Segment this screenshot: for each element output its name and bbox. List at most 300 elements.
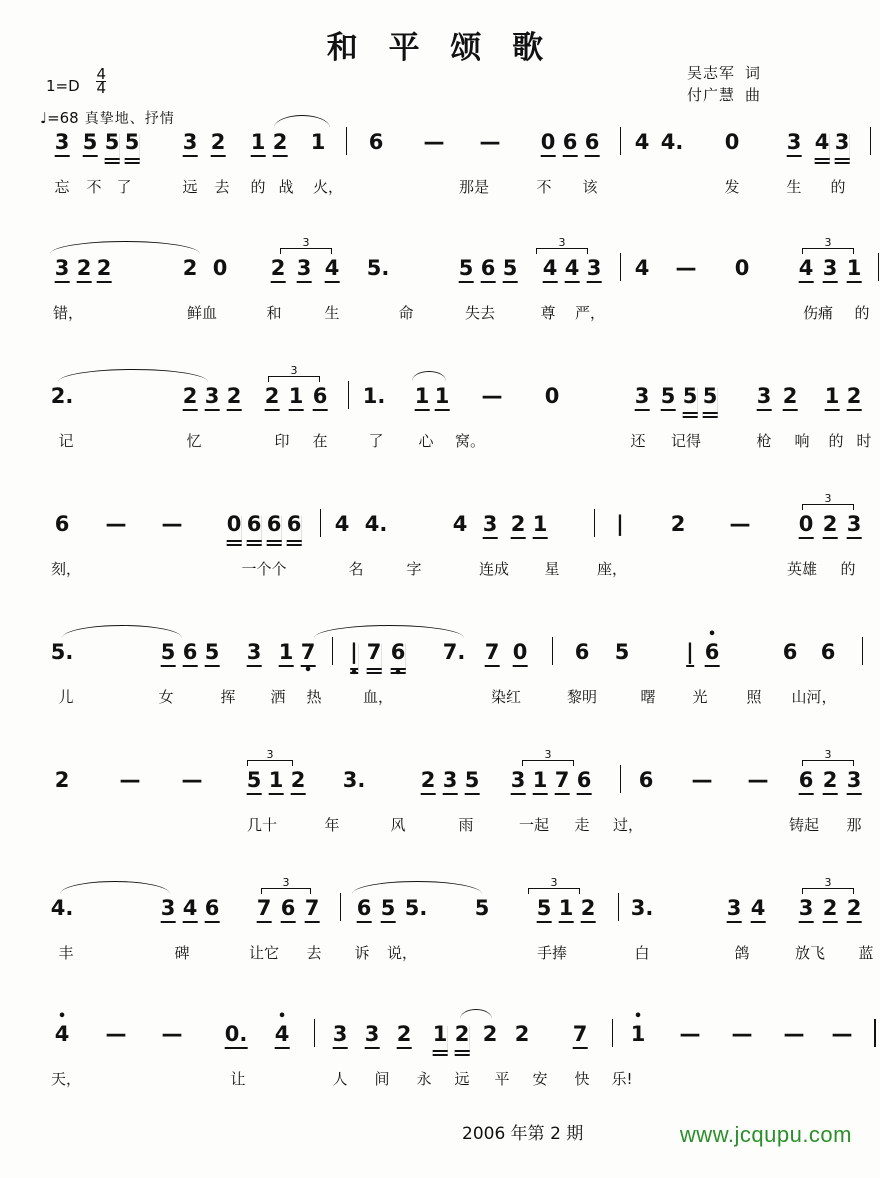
music-system-1 bbox=[42, 130, 850, 254]
tuplet-bracket bbox=[522, 748, 574, 766]
note: | bbox=[616, 512, 624, 536]
lyric-syllable: 不 bbox=[536, 178, 552, 196]
note: 3 bbox=[443, 768, 458, 795]
lyric-syllable: 火， bbox=[312, 178, 344, 196]
note: 3 bbox=[247, 640, 262, 667]
lyric-syllable: 在 bbox=[312, 432, 328, 450]
note: 3 bbox=[297, 256, 312, 283]
lyric-syllable: 去 bbox=[214, 178, 230, 196]
music-system-4 bbox=[42, 492, 862, 636]
tuplet-bracket bbox=[536, 236, 588, 254]
note: | bbox=[686, 640, 694, 667]
note: 1 bbox=[279, 640, 294, 667]
lyric-syllable: 名 bbox=[348, 560, 364, 578]
lyric-syllable: 窝。 bbox=[454, 432, 486, 450]
lyric-syllable: 战 bbox=[278, 178, 294, 196]
barline bbox=[620, 253, 621, 281]
lyric-syllable: 心 bbox=[418, 432, 434, 450]
note: 2 bbox=[265, 384, 280, 411]
note: 2 bbox=[291, 768, 306, 795]
note: 4 bbox=[334, 512, 350, 536]
note: 0. bbox=[225, 1022, 248, 1049]
note: • 4 bbox=[55, 1022, 70, 1046]
barline bbox=[340, 893, 341, 921]
note: 1 bbox=[433, 1022, 448, 1052]
note: 6 bbox=[585, 130, 600, 157]
note: 2 bbox=[97, 256, 112, 283]
note: 5 bbox=[474, 896, 490, 920]
note: 3 bbox=[587, 256, 602, 283]
expression-marking: 真挚地、抒情 bbox=[84, 111, 175, 127]
lyric-syllable: 快 bbox=[574, 1070, 590, 1088]
note: 6 bbox=[183, 640, 198, 667]
note: 2 bbox=[227, 384, 242, 411]
note: 5 bbox=[459, 256, 474, 283]
note: 3 bbox=[55, 130, 70, 157]
note: 2 bbox=[847, 384, 862, 411]
lyric-syllable: 一起 bbox=[518, 816, 550, 834]
note: 1 bbox=[269, 768, 284, 795]
lyric-syllable: 让 bbox=[230, 1070, 246, 1088]
note: 5 bbox=[381, 896, 396, 923]
lyric-syllable: 一个个 bbox=[241, 560, 287, 578]
note: 3 bbox=[161, 896, 176, 923]
lyric-syllable: 去 bbox=[306, 944, 322, 962]
note: 1. bbox=[362, 384, 386, 408]
lyrics-row-7 bbox=[42, 942, 874, 972]
note: 2 bbox=[847, 896, 862, 923]
lyric-syllable: 忘 bbox=[54, 178, 70, 196]
lyric-syllable: 的 bbox=[250, 178, 266, 196]
note: 5 bbox=[247, 768, 262, 795]
lyric-syllable: 远 bbox=[182, 178, 198, 196]
note: 6 bbox=[313, 384, 328, 411]
lyric-syllable: 过， bbox=[612, 816, 644, 834]
note: 0 bbox=[724, 130, 740, 154]
note: 1 bbox=[289, 384, 304, 411]
lyric-syllable: 刻， bbox=[50, 560, 82, 578]
tuplet-number: 3 bbox=[282, 876, 290, 889]
tempo-expression-line bbox=[40, 108, 175, 128]
tuplet-number: 3 bbox=[558, 236, 566, 249]
note: 0 bbox=[212, 256, 228, 280]
lyric-syllable: 的 bbox=[840, 560, 856, 578]
lyric-syllable: 手捧 bbox=[536, 944, 568, 962]
page-title: 和 平 颂 歌 bbox=[326, 30, 554, 66]
tuplet-bracket bbox=[802, 876, 854, 894]
note: 4 bbox=[634, 256, 650, 280]
lyrics-row-2 bbox=[42, 302, 870, 332]
note: 6 bbox=[577, 768, 592, 795]
lyrics-row-3 bbox=[42, 430, 872, 460]
lyric-syllable: 铸起 bbox=[788, 816, 820, 834]
lyric-syllable: 记 bbox=[58, 432, 74, 450]
note: 1 bbox=[310, 130, 326, 154]
lyric-syllable: 黎明 bbox=[566, 688, 598, 706]
note: 2 bbox=[823, 896, 838, 923]
lyric-syllable: 生 bbox=[786, 178, 802, 196]
key-meter-block bbox=[46, 65, 106, 97]
note: 3 bbox=[787, 130, 802, 157]
tuplet-bracket bbox=[261, 876, 311, 894]
tuplet-bracket bbox=[247, 748, 293, 766]
note: 3. bbox=[342, 768, 366, 792]
lyric-syllable: 说， bbox=[386, 944, 418, 962]
lyric-syllable: 了 bbox=[116, 178, 132, 196]
lyric-syllable: 染红 bbox=[490, 688, 522, 706]
lyric-syllable: 放飞 bbox=[794, 944, 826, 962]
meter-denominator: 4 bbox=[96, 79, 106, 97]
note: 6 bbox=[782, 640, 798, 664]
note: — bbox=[675, 256, 697, 280]
note: 6 bbox=[287, 512, 302, 542]
note: 5 bbox=[661, 384, 676, 411]
note: 6 bbox=[267, 512, 282, 542]
note: 1 bbox=[251, 130, 266, 157]
note: — bbox=[831, 1022, 853, 1046]
note: 3 bbox=[727, 896, 742, 923]
notation-row-2 bbox=[42, 236, 862, 302]
lyric-syllable: 蓝 bbox=[858, 944, 874, 962]
note: — bbox=[423, 130, 445, 154]
note: 4. bbox=[660, 130, 684, 154]
lyricist-name: 吴志军 bbox=[686, 64, 735, 82]
tuplet-bracket bbox=[268, 364, 320, 382]
note: 2 bbox=[823, 512, 838, 539]
note: 3 bbox=[511, 768, 526, 795]
note: 5 bbox=[161, 640, 176, 667]
lyric-syllable: 伤痛 bbox=[802, 304, 834, 322]
note: 4 bbox=[751, 896, 766, 923]
barline bbox=[552, 637, 553, 665]
note: 3 bbox=[483, 512, 498, 539]
lyric-syllable: 热 bbox=[306, 688, 322, 706]
note: 1 bbox=[415, 384, 430, 411]
lyric-syllable: 年 bbox=[324, 816, 340, 834]
note: 1 bbox=[559, 896, 574, 923]
note: 5 bbox=[614, 640, 630, 664]
note: 2 bbox=[482, 1022, 498, 1046]
note: — bbox=[161, 1022, 183, 1046]
lyric-syllable: 和 bbox=[266, 304, 282, 322]
note: — bbox=[747, 768, 769, 792]
lyric-syllable: 风 bbox=[390, 816, 406, 834]
note: 4 bbox=[634, 130, 650, 154]
lyric-syllable: 血， bbox=[362, 688, 394, 706]
note: 1 bbox=[533, 512, 548, 539]
lyric-syllable: 山河， bbox=[791, 688, 837, 706]
note: 7 bbox=[305, 896, 320, 923]
note: 5 bbox=[537, 896, 552, 923]
barline bbox=[314, 1019, 315, 1047]
lyric-syllable: 洒 bbox=[270, 688, 286, 706]
note: 7 bbox=[573, 1022, 588, 1049]
lyric-syllable: 女 bbox=[158, 688, 174, 706]
note: 5. bbox=[404, 896, 428, 920]
lyric-syllable: 发 bbox=[724, 178, 740, 196]
lyric-syllable: 雨 bbox=[458, 816, 474, 834]
note: 4 bbox=[543, 256, 558, 283]
tuplet-bracket bbox=[280, 236, 332, 254]
barline bbox=[320, 509, 321, 537]
tempo-marking: ♩=68 bbox=[40, 109, 79, 127]
note: 5 bbox=[683, 384, 698, 414]
slur-mark bbox=[274, 115, 330, 128]
note: • 1 bbox=[631, 1022, 646, 1046]
tuplet-number: 3 bbox=[550, 876, 558, 889]
credits-block bbox=[687, 62, 760, 106]
note: 6 bbox=[799, 768, 814, 795]
barline bbox=[620, 765, 621, 793]
composer-name: 付广慧 bbox=[686, 86, 735, 104]
barline bbox=[620, 127, 621, 155]
note: 3 bbox=[55, 256, 70, 283]
note: 2 bbox=[823, 768, 838, 795]
final-barline bbox=[874, 1019, 880, 1047]
barline bbox=[594, 509, 595, 537]
lyric-syllable: 曙 bbox=[640, 688, 656, 706]
note: 2 bbox=[514, 1022, 530, 1046]
note: 2 bbox=[421, 768, 436, 795]
lyric-syllable: 还 bbox=[630, 432, 646, 450]
lyric-syllable: 鸽 bbox=[734, 944, 750, 962]
note: — bbox=[691, 768, 713, 792]
lyric-syllable: 碑 bbox=[174, 944, 190, 962]
note: 7 bbox=[367, 640, 382, 670]
note: • 4 bbox=[275, 1022, 290, 1049]
note: 3 bbox=[635, 384, 650, 411]
note: 5 bbox=[105, 130, 120, 160]
lyric-syllable: 记得 bbox=[670, 432, 702, 450]
lyric-syllable: 天， bbox=[50, 1070, 82, 1088]
note: — bbox=[181, 768, 203, 792]
meter-numerator: 4 bbox=[96, 65, 106, 83]
note: — bbox=[161, 512, 183, 536]
note: — bbox=[479, 130, 501, 154]
note: 7. bbox=[442, 640, 466, 664]
note: — bbox=[105, 1022, 127, 1046]
lyric-syllable: 的 bbox=[830, 178, 846, 196]
lyricist-role: 词 bbox=[744, 64, 760, 82]
note: 5 bbox=[503, 256, 518, 283]
note: — bbox=[729, 512, 751, 536]
note: | • bbox=[350, 640, 358, 670]
note: 4. bbox=[364, 512, 388, 536]
lyric-syllable: 照 bbox=[746, 688, 762, 706]
note: 2. bbox=[50, 384, 74, 408]
note: 1 bbox=[825, 384, 840, 411]
note: 6 bbox=[481, 256, 496, 283]
barline bbox=[862, 637, 863, 665]
composer-credit bbox=[687, 84, 760, 106]
note: — bbox=[119, 768, 141, 792]
note: 2 bbox=[397, 1022, 412, 1049]
note: 5 bbox=[125, 130, 140, 160]
tuplet-bracket bbox=[528, 876, 580, 894]
lyric-syllable: 响 bbox=[794, 432, 810, 450]
note: 4 bbox=[565, 256, 580, 283]
notation-row-8 bbox=[42, 1022, 853, 1068]
tuplet-bracket bbox=[802, 236, 854, 254]
note: 1 bbox=[847, 256, 862, 283]
note: — bbox=[783, 1022, 805, 1046]
lyric-syllable: 枪 bbox=[756, 432, 772, 450]
notation-row-3 bbox=[42, 364, 862, 430]
note: 3 bbox=[799, 896, 814, 923]
note: 4 bbox=[815, 130, 830, 160]
note: 4 bbox=[183, 896, 198, 923]
note: — bbox=[105, 512, 127, 536]
notation-row-6 bbox=[42, 748, 862, 814]
lyric-syllable: 的 bbox=[828, 432, 844, 450]
tuplet-number: 3 bbox=[302, 236, 310, 249]
note: 2 bbox=[455, 1022, 470, 1052]
note: 2 bbox=[54, 768, 70, 792]
tuplet-bracket bbox=[802, 748, 854, 766]
note: 4 bbox=[799, 256, 814, 283]
lyric-syllable: 几十 bbox=[246, 816, 278, 834]
note: — bbox=[481, 384, 503, 408]
music-system-3 bbox=[42, 364, 872, 508]
note: 7 • bbox=[301, 640, 316, 667]
note: 7 bbox=[257, 896, 272, 923]
note: 0 bbox=[799, 512, 814, 539]
note: 3 bbox=[823, 256, 838, 283]
lyric-syllable: 白 bbox=[634, 944, 650, 962]
barline bbox=[878, 253, 879, 281]
barline bbox=[348, 381, 349, 409]
lyrics-row-1 bbox=[42, 176, 846, 206]
note: 6 bbox=[820, 640, 836, 664]
note: 3 bbox=[205, 384, 220, 411]
lyric-syllable: 那是 bbox=[458, 178, 490, 196]
lyric-syllable: 光 bbox=[692, 688, 708, 706]
note: 3 bbox=[365, 1022, 380, 1049]
barline bbox=[612, 1019, 613, 1047]
music-system-5 bbox=[42, 640, 842, 764]
lyric-syllable: 英雄 bbox=[786, 560, 818, 578]
note: — bbox=[731, 1022, 753, 1046]
note: 5. bbox=[50, 640, 74, 664]
lyric-syllable: 儿 bbox=[58, 688, 74, 706]
tuplet-number: 3 bbox=[824, 492, 832, 505]
note: 3 bbox=[757, 384, 772, 411]
lyric-syllable: 错， bbox=[52, 304, 84, 322]
tuplet-number: 3 bbox=[544, 748, 552, 761]
note: 2 bbox=[783, 384, 798, 411]
note: 0 bbox=[513, 640, 528, 667]
lyric-syllable: 平 bbox=[494, 1070, 510, 1088]
lyric-syllable: 鲜血 bbox=[186, 304, 218, 322]
note: 2 bbox=[670, 512, 686, 536]
note: 6 bbox=[563, 130, 578, 157]
lyric-syllable: 走 bbox=[574, 816, 590, 834]
lyric-syllable: 了 bbox=[368, 432, 384, 450]
notation-row-1 bbox=[42, 130, 850, 176]
lyric-syllable: 连成 bbox=[478, 560, 510, 578]
note: 0 bbox=[541, 130, 556, 157]
note: 6 bbox=[638, 768, 654, 792]
notation-row-5 bbox=[42, 640, 842, 686]
lyric-syllable: 乐! bbox=[611, 1070, 633, 1088]
music-system-2 bbox=[42, 236, 870, 380]
note: 2 bbox=[511, 512, 526, 539]
note: 5 bbox=[465, 768, 480, 795]
note: 1 bbox=[435, 384, 450, 411]
lyric-syllable: 丰 bbox=[58, 944, 74, 962]
lyrics-row-4 bbox=[42, 558, 856, 588]
note: 0 bbox=[227, 512, 242, 542]
lyric-syllable: 远 bbox=[454, 1070, 470, 1088]
lyric-syllable: 字 bbox=[406, 560, 422, 578]
lyric-syllable: 命 bbox=[398, 304, 414, 322]
lyric-syllable: 挥 bbox=[220, 688, 236, 706]
note: 4. bbox=[50, 896, 74, 920]
note: 0 bbox=[734, 256, 750, 280]
note: 3 bbox=[333, 1022, 348, 1049]
lyric-syllable: 永 bbox=[416, 1070, 432, 1088]
note: 6 • bbox=[391, 640, 406, 670]
tuplet-bracket bbox=[802, 492, 854, 510]
note: 3 bbox=[183, 130, 198, 157]
music-system-7 bbox=[42, 876, 874, 1020]
note: 1 bbox=[533, 768, 548, 795]
note: 2 bbox=[183, 384, 198, 411]
note: — bbox=[679, 1022, 701, 1046]
lyric-syllable: 人 bbox=[332, 1070, 348, 1088]
lyric-syllable: 的 bbox=[854, 304, 870, 322]
note: 6 bbox=[574, 640, 590, 664]
lyric-syllable: 安 bbox=[532, 1070, 548, 1088]
lyrics-row-8 bbox=[42, 1068, 842, 1098]
note: 4 bbox=[325, 256, 340, 283]
note: 2 bbox=[273, 130, 288, 157]
lyric-syllable: 严， bbox=[574, 304, 606, 322]
note: 7 bbox=[485, 640, 500, 667]
note: 2 bbox=[211, 130, 226, 157]
barline bbox=[346, 127, 347, 155]
lyric-syllable: 星 bbox=[544, 560, 560, 578]
lyric-syllable: 该 bbox=[582, 178, 598, 196]
notation-row-7 bbox=[42, 876, 862, 942]
tuplet-number: 3 bbox=[824, 748, 832, 761]
lyrics-row-5 bbox=[42, 686, 842, 716]
lyric-syllable: 印 bbox=[274, 432, 290, 450]
lyricist-credit bbox=[687, 62, 760, 84]
music-system-6 bbox=[42, 748, 862, 892]
lyric-syllable: 生 bbox=[324, 304, 340, 322]
note: 3. bbox=[630, 896, 654, 920]
note: 6 bbox=[281, 896, 296, 923]
note: 0 bbox=[544, 384, 560, 408]
lyrics-row-6 bbox=[42, 814, 862, 844]
barline bbox=[618, 893, 619, 921]
issue-label: 2006 年第 2 期 bbox=[462, 1124, 584, 1144]
tuplet-number: 3 bbox=[824, 876, 832, 889]
lyric-syllable: 让它 bbox=[248, 944, 280, 962]
lyric-syllable: 时 bbox=[856, 432, 872, 450]
note: 4 bbox=[452, 512, 468, 536]
note: 2 bbox=[581, 896, 596, 923]
tuplet-number: 3 bbox=[266, 748, 274, 761]
lyric-syllable: 诉 bbox=[354, 944, 370, 962]
barline bbox=[332, 637, 333, 665]
note: 6 bbox=[54, 512, 70, 536]
note: 2 bbox=[182, 256, 198, 280]
barline bbox=[870, 127, 871, 155]
note: 5 bbox=[83, 130, 98, 157]
tuplet-number: 3 bbox=[824, 236, 832, 249]
